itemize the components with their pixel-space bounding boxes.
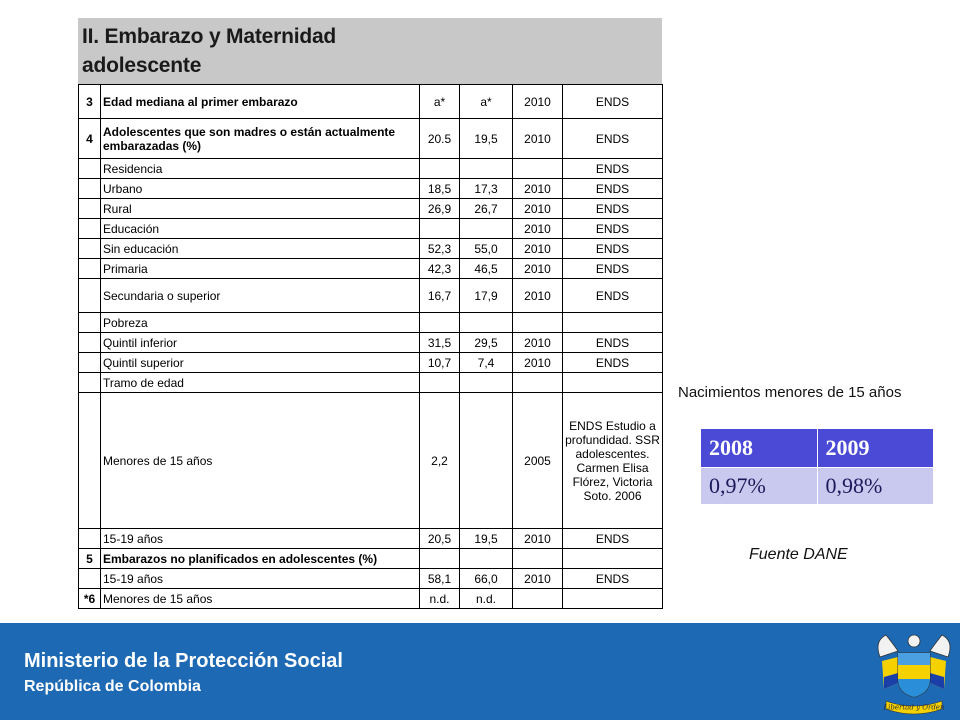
value-2005: 10,7	[420, 353, 460, 373]
row-label: Educación	[101, 219, 420, 239]
value-2010: 55,0	[460, 239, 513, 259]
row-source: ENDS	[563, 279, 663, 313]
row-number	[79, 373, 101, 393]
row-number: 3	[79, 85, 101, 119]
row-label: Quintil superior	[101, 353, 420, 373]
row-year	[513, 313, 563, 333]
row-number	[79, 219, 101, 239]
births-header-row	[701, 429, 934, 468]
row-label: Sin educación	[101, 239, 420, 259]
row-label: Primaria	[101, 259, 420, 279]
row-source: ENDS	[563, 219, 663, 239]
row-year: 2010	[513, 279, 563, 313]
row-source: ENDS	[563, 199, 663, 219]
row-year	[513, 373, 563, 393]
value-2005	[420, 219, 460, 239]
value-2010: 46,5	[460, 259, 513, 279]
section-header	[78, 18, 662, 84]
row-year	[513, 589, 563, 609]
value-2005: 16,7	[420, 279, 460, 313]
row-year: 2010	[513, 85, 563, 119]
value-2010: 66,0	[460, 569, 513, 589]
row-year: 2010	[513, 259, 563, 279]
indicators-table	[78, 84, 663, 609]
row-year	[513, 159, 563, 179]
value-2005: 20,5	[420, 529, 460, 549]
row-year: 2010	[513, 239, 563, 259]
value-2010: 7,4	[460, 353, 513, 373]
births-header-2009: 2009	[817, 429, 934, 468]
table-row	[79, 333, 663, 353]
row-source: ENDS	[563, 353, 663, 373]
emblem-motto: Libertad y Orden	[883, 703, 945, 712]
value-2005: 42,3	[420, 259, 460, 279]
row-year: 2010	[513, 179, 563, 199]
row-year	[513, 549, 563, 569]
row-label: Menores de 15 años	[101, 393, 420, 529]
row-label: Adolescentes que son madres o están actualmente embarazadas (%)	[101, 119, 420, 159]
row-year: 2010	[513, 333, 563, 353]
row-source: ENDS	[563, 333, 663, 353]
value-2005: 20.5	[420, 119, 460, 159]
row-year: 2010	[513, 199, 563, 219]
row-source: ENDS	[563, 239, 663, 259]
value-2005: a*	[420, 85, 460, 119]
row-number	[79, 279, 101, 313]
row-year: 2010	[513, 569, 563, 589]
row-source	[563, 313, 663, 333]
row-label: Rural	[101, 199, 420, 219]
births-value-row	[701, 468, 934, 505]
value-2005: 52,3	[420, 239, 460, 259]
row-year: 2010	[513, 119, 563, 159]
row-label: Edad mediana al primer embarazo	[101, 85, 420, 119]
row-number	[79, 529, 101, 549]
row-number	[79, 239, 101, 259]
row-label: Residencia	[101, 159, 420, 179]
table-row	[79, 549, 663, 569]
row-number	[79, 569, 101, 589]
row-source: ENDS	[563, 259, 663, 279]
row-year: 2010	[513, 529, 563, 549]
table-row	[79, 279, 663, 313]
row-source	[563, 373, 663, 393]
row-source: ENDS	[563, 119, 663, 159]
births-table	[700, 428, 934, 505]
table-row	[79, 313, 663, 333]
table-row	[79, 259, 663, 279]
value-2005: n.d.	[420, 589, 460, 609]
value-2005: 31,5	[420, 333, 460, 353]
row-label: Menores de 15 años	[101, 589, 420, 609]
value-2010: a*	[460, 85, 513, 119]
table-row	[79, 393, 663, 529]
row-year: 2005	[513, 393, 563, 529]
value-2010: 19,5	[460, 529, 513, 549]
row-number	[79, 259, 101, 279]
value-2005: 18,5	[420, 179, 460, 199]
table-row	[79, 219, 663, 239]
table-row	[79, 179, 663, 199]
row-number	[79, 353, 101, 373]
value-2005	[420, 549, 460, 569]
table-row	[79, 353, 663, 373]
row-source: ENDS	[563, 569, 663, 589]
births-value-2008: 0,97%	[701, 468, 818, 505]
row-label: Urbano	[101, 179, 420, 199]
row-source: ENDS	[563, 85, 663, 119]
row-label: Embarazos no planificados en adolescentes (%)	[101, 549, 420, 569]
value-2010	[460, 393, 513, 529]
row-label: Quintil inferior	[101, 333, 420, 353]
value-2010: n.d.	[460, 589, 513, 609]
table-row	[79, 239, 663, 259]
section-title-line1: II. Embarazo y Maternidad	[82, 25, 337, 48]
table-row	[79, 569, 663, 589]
table-row	[79, 373, 663, 393]
row-source: ENDS	[563, 179, 663, 199]
table-row	[79, 159, 663, 179]
value-2005: 2,2	[420, 393, 460, 529]
value-2005	[420, 159, 460, 179]
row-year: 2010	[513, 219, 563, 239]
row-source	[563, 549, 663, 569]
value-2005: 26,9	[420, 199, 460, 219]
value-2005	[420, 313, 460, 333]
value-2010: 17,3	[460, 179, 513, 199]
value-2010	[460, 159, 513, 179]
births-title: Nacimientos menores de 15 años	[678, 384, 902, 401]
value-2010	[460, 313, 513, 333]
value-2010: 17,9	[460, 279, 513, 313]
row-number	[79, 333, 101, 353]
row-number: *6	[79, 589, 101, 609]
row-source: ENDS	[563, 159, 663, 179]
row-number	[79, 393, 101, 529]
row-source: ENDS Estudio a profundidad. SSR adolescentes. Carmen Elisa Flórez, Victoria Soto. 2006	[563, 393, 663, 529]
country-name: República de Colombia	[24, 678, 201, 695]
ministry-name: Ministerio de la Protección Social	[24, 650, 343, 672]
value-2005	[420, 373, 460, 393]
value-2010	[460, 549, 513, 569]
row-number	[79, 159, 101, 179]
table-row	[79, 529, 663, 549]
value-2010: 29,5	[460, 333, 513, 353]
births-source-note: Fuente DANE	[749, 546, 848, 563]
row-number	[79, 199, 101, 219]
value-2010	[460, 373, 513, 393]
births-header-2008: 2008	[701, 429, 818, 468]
value-2010: 26,7	[460, 199, 513, 219]
row-label: 15-19 años	[101, 529, 420, 549]
row-number	[79, 313, 101, 333]
row-number: 5	[79, 549, 101, 569]
value-2010	[460, 219, 513, 239]
row-source	[563, 589, 663, 609]
section-title-line2: adolescente	[82, 54, 202, 77]
row-source: ENDS	[563, 529, 663, 549]
table-row	[79, 589, 663, 609]
value-2005: 58,1	[420, 569, 460, 589]
footer-bar	[0, 623, 960, 720]
row-label: Tramo de edad	[101, 373, 420, 393]
row-number: 4	[79, 119, 101, 159]
row-label: Secundaria o superior	[101, 279, 420, 313]
row-label: Pobreza	[101, 313, 420, 333]
coat-of-arms-emblem	[872, 627, 956, 719]
table-row	[79, 199, 663, 219]
row-number	[79, 179, 101, 199]
table-row	[79, 85, 663, 119]
row-label: 15-19 años	[101, 569, 420, 589]
row-year: 2010	[513, 353, 563, 373]
births-value-2009: 0,98%	[817, 468, 934, 505]
table-row	[79, 119, 663, 159]
value-2010: 19,5	[460, 119, 513, 159]
